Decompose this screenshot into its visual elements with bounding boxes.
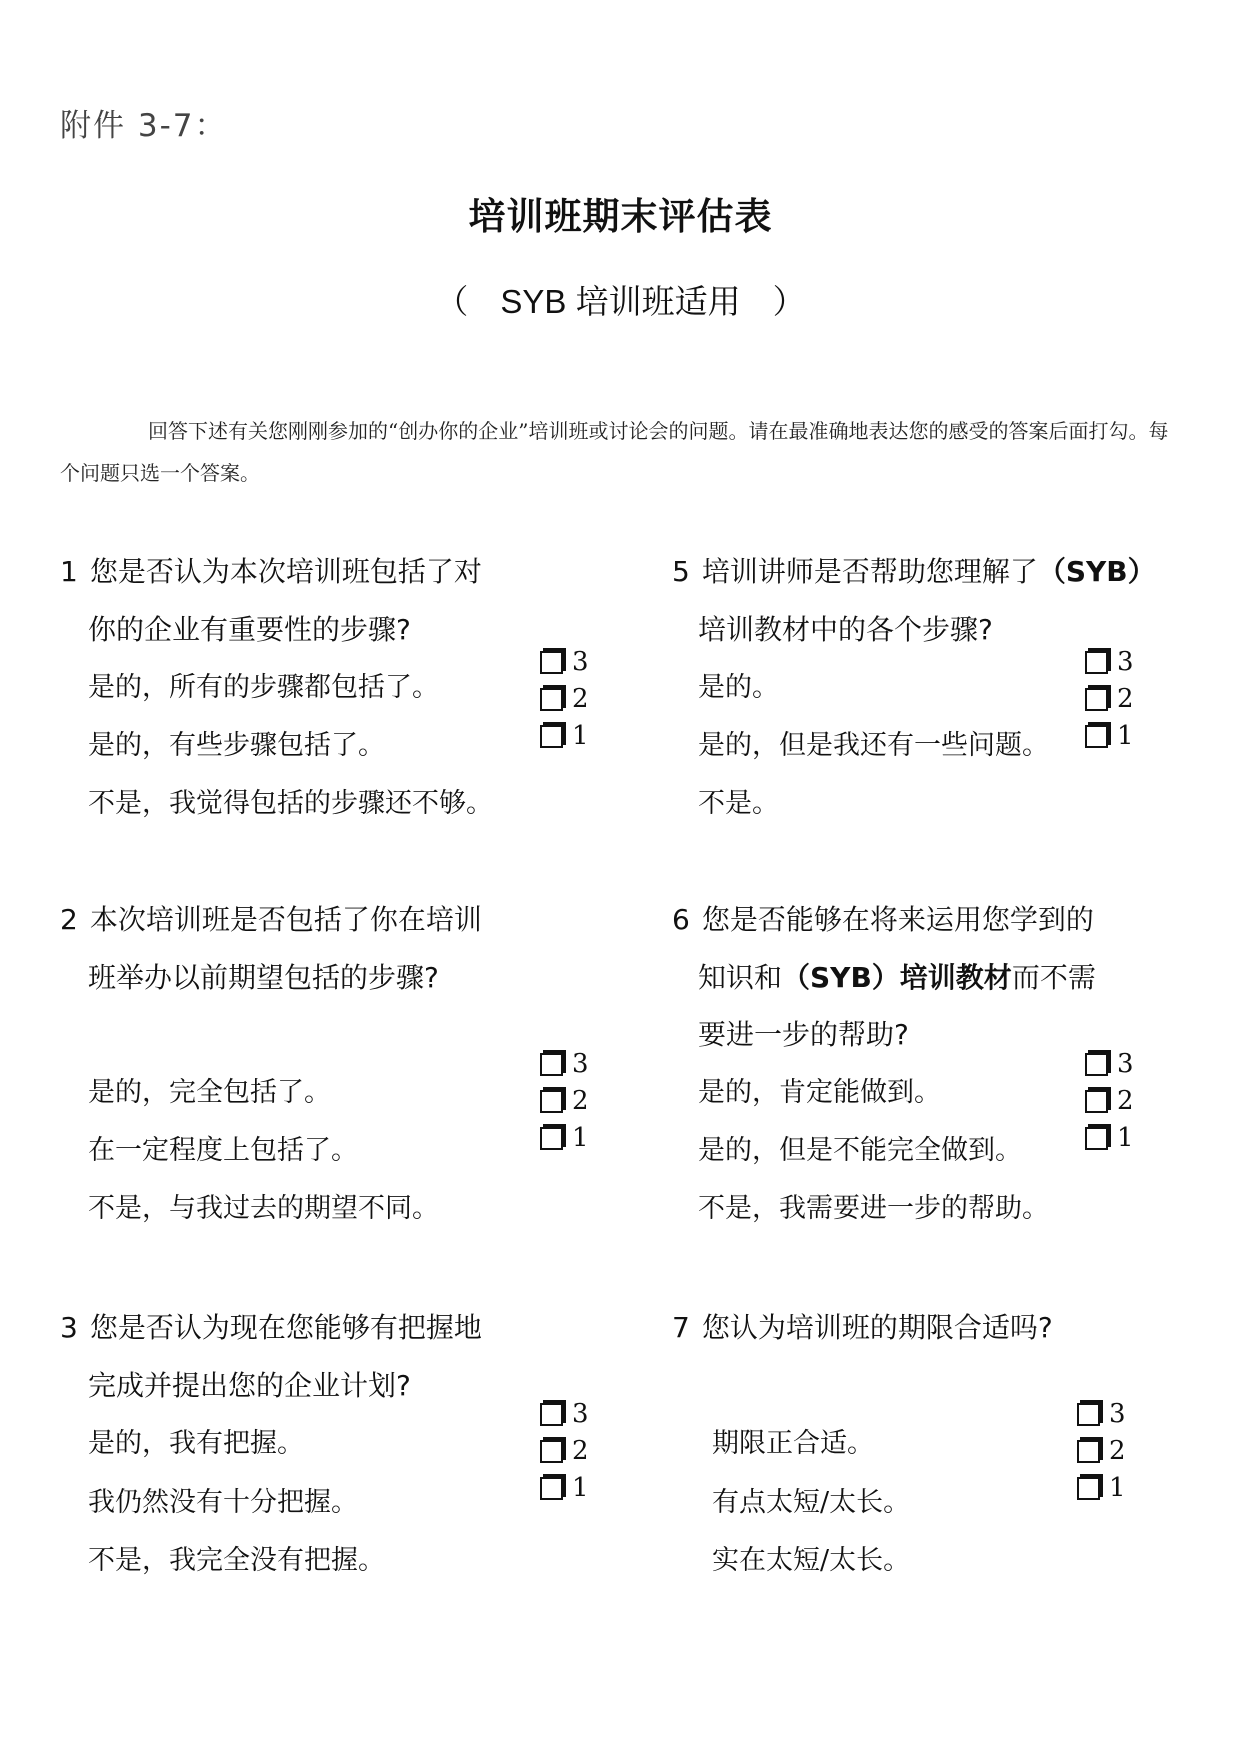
instructions-text: 回答下述有关您刚刚参加的“创办你的企业”培训班或讨论会的问题。请在最准确地表达您的感受的答案后面打勾。每个问题只选一个答案。 bbox=[60, 419, 1169, 485]
question-text: 7 您认为培训班的期限合适吗? bbox=[672, 1311, 1053, 1344]
checkbox-icon bbox=[540, 1090, 563, 1113]
checkbox-2[interactable]: 2 bbox=[1077, 1436, 1126, 1466]
checkbox-icon bbox=[540, 651, 563, 674]
checkbox-1[interactable]: 1 bbox=[540, 1123, 589, 1153]
checkbox-icon bbox=[540, 1127, 563, 1150]
checkbox-icon bbox=[540, 1053, 563, 1076]
checkbox-2[interactable]: 2 bbox=[540, 1436, 589, 1466]
question-text: 班举办以前期望包括的步骤? bbox=[88, 961, 439, 994]
checkbox-icon bbox=[1077, 1440, 1100, 1463]
question-text: 培训教材中的各个步骤? bbox=[698, 613, 993, 646]
checkbox-icon bbox=[540, 725, 563, 748]
answer-option: 不是，我需要进一步的帮助。 bbox=[698, 1193, 1049, 1224]
checkbox-1[interactable]: 1 bbox=[1085, 1123, 1134, 1153]
checkbox-icon bbox=[540, 688, 563, 711]
question-text: 1 您是否认为本次培训班包括了对 bbox=[60, 555, 482, 588]
question-number: 1 bbox=[60, 555, 78, 588]
checkbox-icon bbox=[1085, 688, 1108, 711]
answer-option: 不是，与我过去的期望不同。 bbox=[88, 1193, 439, 1224]
answer-option: 期限正合适。 bbox=[712, 1428, 874, 1459]
checkbox-1[interactable]: 1 bbox=[1085, 721, 1134, 751]
question-text: 要进一步的帮助? bbox=[698, 1018, 909, 1051]
checkbox-icon bbox=[1077, 1477, 1100, 1500]
answer-option: 不是，我觉得包括的步骤还不够。 bbox=[88, 788, 493, 819]
instructions bbox=[60, 410, 1180, 494]
checkbox-icon bbox=[540, 1477, 563, 1500]
checkbox-2[interactable]: 2 bbox=[540, 684, 589, 714]
checkbox-3[interactable]: 3 bbox=[1077, 1399, 1126, 1429]
answer-option: 我仍然没有十分把握。 bbox=[88, 1487, 358, 1518]
question-number: 7 bbox=[672, 1311, 690, 1344]
subtitle-text: SYB 培训班适用 bbox=[500, 283, 741, 320]
attachment-label: 附件 3-7： bbox=[60, 108, 228, 144]
question-text: 6 您是否能够在将来运用您学到的 bbox=[672, 903, 1094, 936]
answer-option: 是的，但是不能完全做到。 bbox=[698, 1135, 1022, 1166]
checkbox-icon bbox=[1085, 1090, 1108, 1113]
checkbox-3[interactable]: 3 bbox=[1085, 1049, 1134, 1079]
subtitle-open-paren: （ bbox=[435, 283, 469, 320]
answer-option: 实在太短/太长。 bbox=[712, 1545, 911, 1576]
question-number: 6 bbox=[672, 903, 690, 936]
checkbox-icon bbox=[540, 1440, 563, 1463]
answer-option: 是的，所有的步骤都包括了。 bbox=[88, 672, 439, 703]
answer-option: 是的，我有把握。 bbox=[88, 1428, 304, 1459]
answer-option: 是的，但是我还有一些问题。 bbox=[698, 730, 1049, 761]
question-number: 2 bbox=[60, 903, 78, 936]
checkbox-icon bbox=[1085, 1127, 1108, 1150]
checkbox-icon bbox=[1085, 725, 1108, 748]
page-subtitle bbox=[0, 276, 1241, 323]
checkbox-icon bbox=[540, 1403, 563, 1426]
question-text: 完成并提出您的企业计划? bbox=[88, 1369, 411, 1402]
answer-option: 不是。 bbox=[698, 788, 779, 819]
answer-option: 在一定程度上包括了。 bbox=[88, 1135, 358, 1166]
page-title: 培训班期末评估表 bbox=[468, 194, 773, 238]
question-number: 5 bbox=[672, 555, 690, 588]
checkbox-2[interactable]: 2 bbox=[1085, 1086, 1134, 1116]
question-text: 你的企业有重要性的步骤? bbox=[88, 613, 411, 646]
checkbox-3[interactable]: 3 bbox=[540, 647, 589, 677]
question-text: 2 本次培训班是否包括了你在培训 bbox=[60, 903, 482, 936]
answer-option: 有点太短/太长。 bbox=[712, 1487, 911, 1518]
checkbox-3[interactable]: 3 bbox=[540, 1049, 589, 1079]
checkbox-icon bbox=[1077, 1403, 1100, 1426]
question-text: 5 培训讲师是否帮助您理解了（SYB） bbox=[672, 555, 1156, 588]
checkbox-3[interactable]: 3 bbox=[1085, 647, 1134, 677]
checkbox-3[interactable]: 3 bbox=[540, 1399, 589, 1429]
question-text: 3 您是否认为现在您能够有把握地 bbox=[60, 1311, 482, 1344]
answer-option: 是的，有些步骤包括了。 bbox=[88, 730, 385, 761]
checkbox-1[interactable]: 1 bbox=[1077, 1473, 1126, 1503]
answer-option: 是的。 bbox=[698, 672, 779, 703]
checkbox-icon bbox=[1085, 651, 1108, 674]
question-number: 3 bbox=[60, 1311, 78, 1344]
checkbox-2[interactable]: 2 bbox=[1085, 684, 1134, 714]
answer-option: 是的，完全包括了。 bbox=[88, 1077, 331, 1108]
checkbox-2[interactable]: 2 bbox=[540, 1086, 589, 1116]
question-text: 知识和（SYB）培训教材而不需 bbox=[698, 961, 1096, 994]
checkbox-1[interactable]: 1 bbox=[540, 721, 589, 751]
answer-option: 不是，我完全没有把握。 bbox=[88, 1545, 385, 1576]
checkbox-1[interactable]: 1 bbox=[540, 1473, 589, 1503]
answer-option: 是的，肯定能做到。 bbox=[698, 1077, 941, 1108]
checkbox-icon bbox=[1085, 1053, 1108, 1076]
subtitle-close-paren: ） bbox=[772, 283, 806, 320]
